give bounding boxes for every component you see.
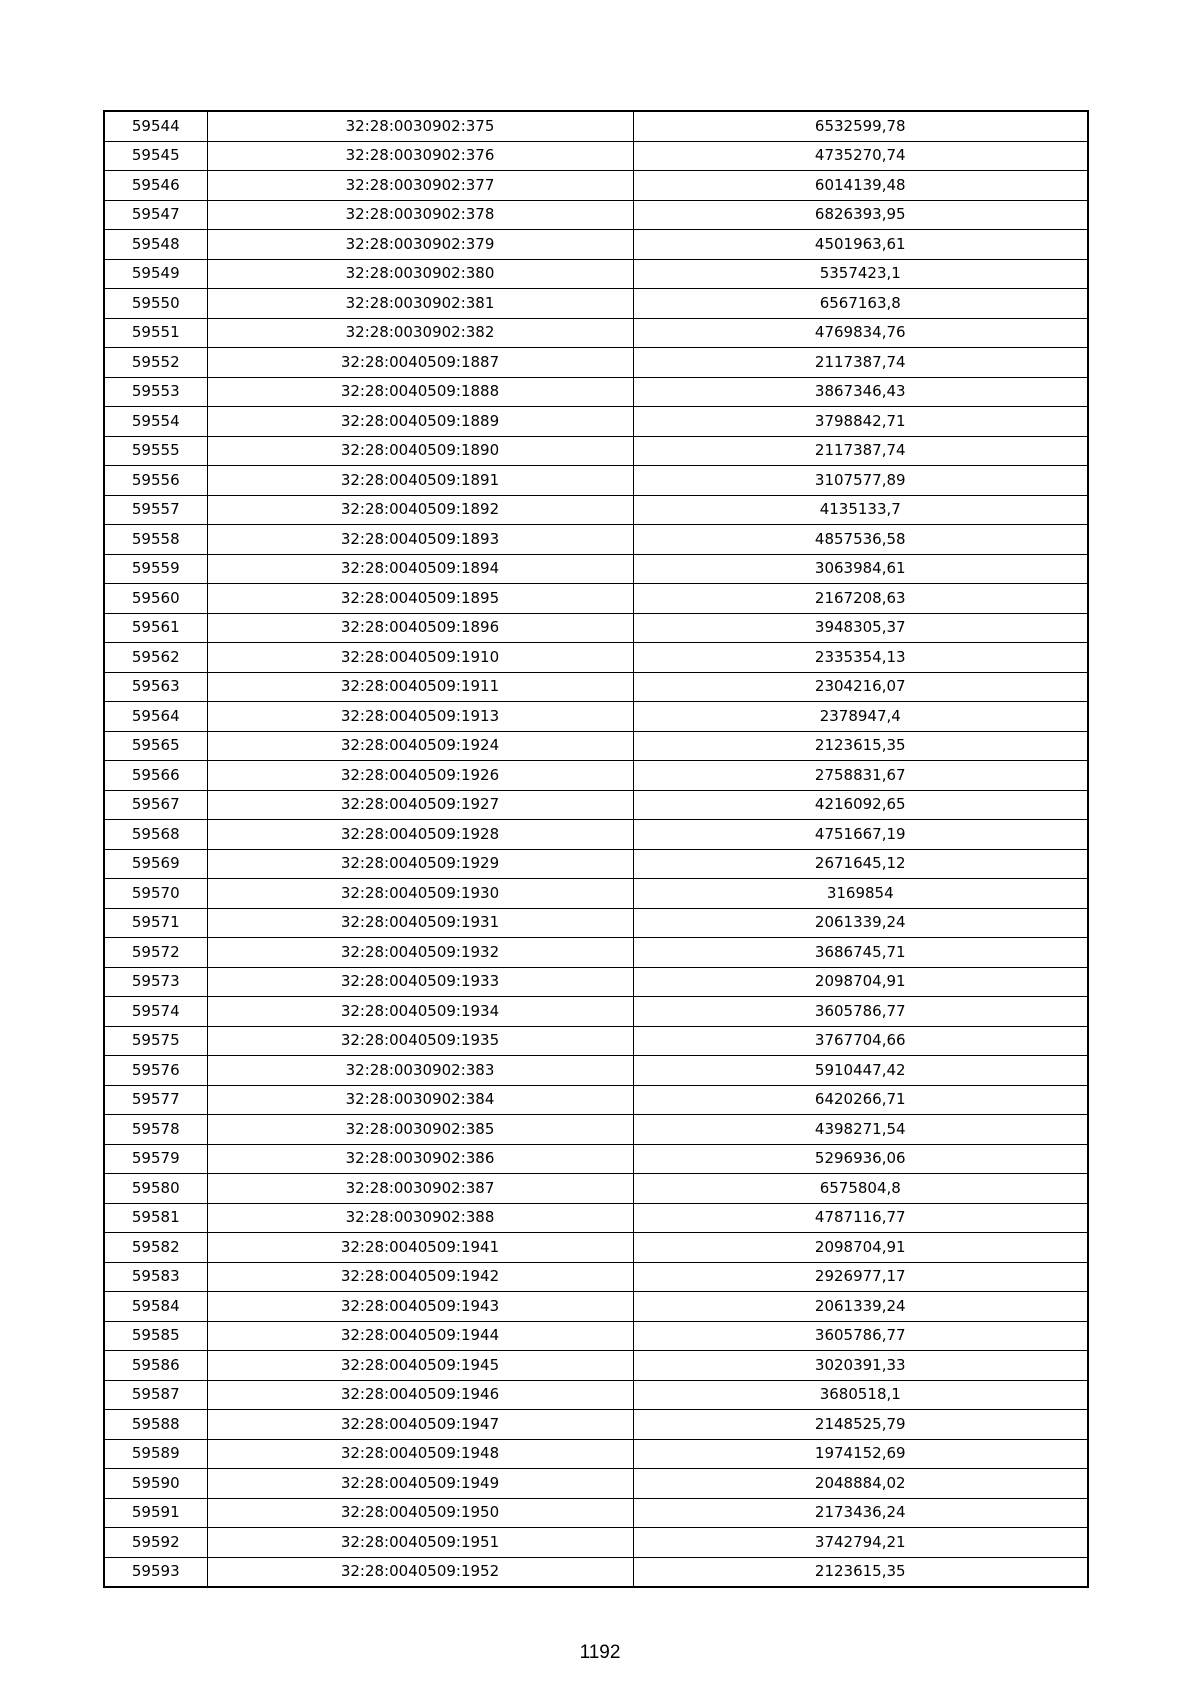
table-row — [104, 1351, 1088, 1381]
cadastral-number-cell: 32:28:0040509:1950 — [207, 1498, 633, 1528]
cadastral-value-cell: 4751667,19 — [633, 820, 1088, 850]
row-number-cell: 59586 — [104, 1351, 207, 1381]
cadastral-number-cell: 32:28:0030902:381 — [207, 289, 633, 319]
cadastral-number-cell: 32:28:0040509:1896 — [207, 613, 633, 643]
cadastral-value-cell: 2117387,74 — [633, 348, 1088, 378]
row-number-cell: 59583 — [104, 1262, 207, 1292]
cadastral-value-cell: 3948305,37 — [633, 613, 1088, 643]
row-number-cell: 59547 — [104, 200, 207, 230]
cadastral-value-cell: 2061339,24 — [633, 908, 1088, 938]
cadastral-number-cell: 32:28:0040509:1943 — [207, 1292, 633, 1322]
row-number-cell: 59571 — [104, 908, 207, 938]
table-row — [104, 1528, 1088, 1558]
cadastral-number-cell: 32:28:0040509:1941 — [207, 1233, 633, 1263]
cadastral-value-cell: 3680518,1 — [633, 1380, 1088, 1410]
table-row — [104, 702, 1088, 732]
cadastral-number-cell: 32:28:0040509:1933 — [207, 967, 633, 997]
table-row — [104, 672, 1088, 702]
row-number-cell: 59562 — [104, 643, 207, 673]
row-number-cell: 59559 — [104, 554, 207, 584]
cadastral-value-cell: 2117387,74 — [633, 436, 1088, 466]
table-row — [104, 849, 1088, 879]
row-number-cell: 59549 — [104, 259, 207, 289]
cadastral-value-cell: 4135133,7 — [633, 495, 1088, 525]
table-row — [104, 141, 1088, 171]
cadastral-number-cell: 32:28:0040509:1952 — [207, 1557, 633, 1587]
cadastral-value-cell: 2061339,24 — [633, 1292, 1088, 1322]
table-row — [104, 761, 1088, 791]
row-number-cell: 59548 — [104, 230, 207, 260]
table-row — [104, 1203, 1088, 1233]
table-row — [104, 1292, 1088, 1322]
row-number-cell: 59556 — [104, 466, 207, 496]
cadastral-value-cell: 2671645,12 — [633, 849, 1088, 879]
cadastral-number-cell: 32:28:0040509:1931 — [207, 908, 633, 938]
table-row — [104, 171, 1088, 201]
cadastral-value-cell: 3107577,89 — [633, 466, 1088, 496]
row-number-cell: 59589 — [104, 1439, 207, 1469]
row-number-cell: 59553 — [104, 377, 207, 407]
cadastral-number-cell: 32:28:0040509:1889 — [207, 407, 633, 437]
table-row — [104, 466, 1088, 496]
table-row — [104, 1321, 1088, 1351]
row-number-cell: 59588 — [104, 1410, 207, 1440]
table-body — [104, 111, 1088, 1587]
table-row — [104, 938, 1088, 968]
row-number-cell: 59582 — [104, 1233, 207, 1263]
table-row — [104, 554, 1088, 584]
cadastral-number-cell: 32:28:0040509:1945 — [207, 1351, 633, 1381]
cadastral-value-cell: 2098704,91 — [633, 967, 1088, 997]
cadastral-value-cell: 6532599,78 — [633, 111, 1088, 141]
table-row — [104, 1174, 1088, 1204]
row-number-cell: 59590 — [104, 1469, 207, 1499]
cadastral-value-cell: 4398271,54 — [633, 1115, 1088, 1145]
row-number-cell: 59569 — [104, 849, 207, 879]
table-row — [104, 584, 1088, 614]
table-row — [104, 1026, 1088, 1056]
table-row — [104, 525, 1088, 555]
row-number-cell: 59566 — [104, 761, 207, 791]
cadastral-value-cell: 2148525,79 — [633, 1410, 1088, 1440]
cadastral-number-cell: 32:28:0040509:1947 — [207, 1410, 633, 1440]
row-number-cell: 59561 — [104, 613, 207, 643]
table-row — [104, 879, 1088, 909]
cadastral-number-cell: 32:28:0030902:386 — [207, 1144, 633, 1174]
row-number-cell: 59564 — [104, 702, 207, 732]
cadastral-number-cell: 32:28:0040509:1887 — [207, 348, 633, 378]
row-number-cell: 59565 — [104, 731, 207, 761]
cadastral-number-cell: 32:28:0030902:378 — [207, 200, 633, 230]
table-row — [104, 259, 1088, 289]
row-number-cell: 59573 — [104, 967, 207, 997]
cadastral-value-cell: 6014139,48 — [633, 171, 1088, 201]
row-number-cell: 59585 — [104, 1321, 207, 1351]
cadastral-value-cell: 2123615,35 — [633, 731, 1088, 761]
cadastral-number-cell: 32:28:0030902:387 — [207, 1174, 633, 1204]
cadastral-number-cell: 32:28:0030902:388 — [207, 1203, 633, 1233]
table-row — [104, 436, 1088, 466]
cadastral-value-cell: 5910447,42 — [633, 1056, 1088, 1086]
cadastral-number-cell: 32:28:0040509:1935 — [207, 1026, 633, 1056]
row-number-cell: 59577 — [104, 1085, 207, 1115]
row-number-cell: 59560 — [104, 584, 207, 614]
table-row — [104, 1233, 1088, 1263]
cadastral-number-cell: 32:28:0040509:1911 — [207, 672, 633, 702]
row-number-cell: 59574 — [104, 997, 207, 1027]
cadastral-number-cell: 32:28:0030902:379 — [207, 230, 633, 260]
cadastral-number-cell: 32:28:0040509:1927 — [207, 790, 633, 820]
table-row — [104, 111, 1088, 141]
cadastral-number-cell: 32:28:0040509:1890 — [207, 436, 633, 466]
cadastral-value-cell: 5296936,06 — [633, 1144, 1088, 1174]
table-row — [104, 348, 1088, 378]
cadastral-number-cell: 32:28:0040509:1949 — [207, 1469, 633, 1499]
cadastral-number-cell: 32:28:0030902:382 — [207, 318, 633, 348]
cadastral-value-cell: 6420266,71 — [633, 1085, 1088, 1115]
cadastral-number-cell: 32:28:0040509:1924 — [207, 731, 633, 761]
table-row — [104, 1557, 1088, 1587]
cadastral-number-cell: 32:28:0040509:1929 — [207, 849, 633, 879]
cadastral-number-cell: 32:28:0040509:1895 — [207, 584, 633, 614]
cadastral-number-cell: 32:28:0030902:380 — [207, 259, 633, 289]
row-number-cell: 59555 — [104, 436, 207, 466]
row-number-cell: 59552 — [104, 348, 207, 378]
cadastral-number-cell: 32:28:0040509:1930 — [207, 879, 633, 909]
row-number-cell: 59587 — [104, 1380, 207, 1410]
cadastral-value-cell: 3169854 — [633, 879, 1088, 909]
cadastral-number-cell: 32:28:0040509:1934 — [207, 997, 633, 1027]
cadastral-value-cell: 4769834,76 — [633, 318, 1088, 348]
cadastral-number-cell: 32:28:0030902:383 — [207, 1056, 633, 1086]
row-number-cell: 59584 — [104, 1292, 207, 1322]
cadastral-value-cell: 2378947,4 — [633, 702, 1088, 732]
cadastral-number-cell: 32:28:0040509:1891 — [207, 466, 633, 496]
table-row — [104, 613, 1088, 643]
cadastral-number-cell: 32:28:0030902:377 — [207, 171, 633, 201]
table-row — [104, 200, 1088, 230]
table-row — [104, 1380, 1088, 1410]
cadastral-value-cell: 6826393,95 — [633, 200, 1088, 230]
cadastral-value-cell: 2167208,63 — [633, 584, 1088, 614]
cadastral-number-cell: 32:28:0040509:1910 — [207, 643, 633, 673]
row-number-cell: 59591 — [104, 1498, 207, 1528]
table-row — [104, 731, 1088, 761]
row-number-cell: 59592 — [104, 1528, 207, 1558]
cadastral-number-cell: 32:28:0040509:1942 — [207, 1262, 633, 1292]
table-row — [104, 1410, 1088, 1440]
cadastral-number-cell: 32:28:0040509:1926 — [207, 761, 633, 791]
row-number-cell: 59578 — [104, 1115, 207, 1145]
cadastral-number-cell: 32:28:0030902:384 — [207, 1085, 633, 1115]
row-number-cell: 59557 — [104, 495, 207, 525]
cadastral-value-cell: 1974152,69 — [633, 1439, 1088, 1469]
cadastral-number-cell: 32:28:0040509:1893 — [207, 525, 633, 555]
cadastral-value-cell: 6567163,8 — [633, 289, 1088, 319]
cadastral-value-table — [103, 110, 1089, 1588]
row-number-cell: 59544 — [104, 111, 207, 141]
cadastral-value-cell: 2123615,35 — [633, 1557, 1088, 1587]
cadastral-value-cell: 2335354,13 — [633, 643, 1088, 673]
cadastral-value-cell: 2926977,17 — [633, 1262, 1088, 1292]
cadastral-number-cell: 32:28:0040509:1913 — [207, 702, 633, 732]
cadastral-value-cell: 3867346,43 — [633, 377, 1088, 407]
cadastral-number-cell: 32:28:0040509:1951 — [207, 1528, 633, 1558]
cadastral-value-cell: 3767704,66 — [633, 1026, 1088, 1056]
cadastral-number-cell: 32:28:0040509:1948 — [207, 1439, 633, 1469]
table-row — [104, 318, 1088, 348]
row-number-cell: 59572 — [104, 938, 207, 968]
cadastral-value-cell: 2048884,02 — [633, 1469, 1088, 1499]
cadastral-value-cell: 4857536,58 — [633, 525, 1088, 555]
row-number-cell: 59563 — [104, 672, 207, 702]
table-row — [104, 1469, 1088, 1499]
cadastral-value-cell: 3063984,61 — [633, 554, 1088, 584]
cadastral-number-cell: 32:28:0040509:1888 — [207, 377, 633, 407]
cadastral-number-cell: 32:28:0040509:1932 — [207, 938, 633, 968]
table-row — [104, 1115, 1088, 1145]
cadastral-value-cell: 2304216,07 — [633, 672, 1088, 702]
table-row — [104, 790, 1088, 820]
row-number-cell: 59550 — [104, 289, 207, 319]
cadastral-value-cell: 3020391,33 — [633, 1351, 1088, 1381]
cadastral-number-cell: 32:28:0040509:1946 — [207, 1380, 633, 1410]
cadastral-value-cell: 4787116,77 — [633, 1203, 1088, 1233]
row-number-cell: 59580 — [104, 1174, 207, 1204]
cadastral-value-cell: 3742794,21 — [633, 1528, 1088, 1558]
table-row — [104, 908, 1088, 938]
row-number-cell: 59554 — [104, 407, 207, 437]
cadastral-value-cell: 2098704,91 — [633, 1233, 1088, 1263]
cadastral-value-cell: 5357423,1 — [633, 259, 1088, 289]
table-row — [104, 1144, 1088, 1174]
table-row — [104, 1085, 1088, 1115]
table-row — [104, 1056, 1088, 1086]
cadastral-number-cell: 32:28:0040509:1894 — [207, 554, 633, 584]
cadastral-value-cell: 2173436,24 — [633, 1498, 1088, 1528]
row-number-cell: 59579 — [104, 1144, 207, 1174]
table-row — [104, 1439, 1088, 1469]
table-row — [104, 1498, 1088, 1528]
row-number-cell: 59545 — [104, 141, 207, 171]
table-row — [104, 997, 1088, 1027]
cadastral-number-cell: 32:28:0030902:376 — [207, 141, 633, 171]
cadastral-number-cell: 32:28:0030902:385 — [207, 1115, 633, 1145]
cadastral-value-cell: 3686745,71 — [633, 938, 1088, 968]
row-number-cell: 59581 — [104, 1203, 207, 1233]
cadastral-value-cell: 3605786,77 — [633, 997, 1088, 1027]
table-row — [104, 230, 1088, 260]
row-number-cell: 59576 — [104, 1056, 207, 1086]
table-row — [104, 289, 1088, 319]
table-row — [104, 407, 1088, 437]
table-row — [104, 820, 1088, 850]
cadastral-value-cell: 4735270,74 — [633, 141, 1088, 171]
cadastral-value-cell: 3798842,71 — [633, 407, 1088, 437]
cadastral-value-cell: 4216092,65 — [633, 790, 1088, 820]
cadastral-value-cell: 2758831,67 — [633, 761, 1088, 791]
row-number-cell: 59568 — [104, 820, 207, 850]
cadastral-value-cell: 6575804,8 — [633, 1174, 1088, 1204]
row-number-cell: 59570 — [104, 879, 207, 909]
row-number-cell: 59567 — [104, 790, 207, 820]
cadastral-value-cell: 3605786,77 — [633, 1321, 1088, 1351]
cadastral-number-cell: 32:28:0030902:375 — [207, 111, 633, 141]
cadastral-number-cell: 32:28:0040509:1944 — [207, 1321, 633, 1351]
cadastral-number-cell: 32:28:0040509:1892 — [207, 495, 633, 525]
row-number-cell: 59546 — [104, 171, 207, 201]
page-number: 1192 — [579, 1642, 621, 1663]
table-row — [104, 1262, 1088, 1292]
table-row — [104, 643, 1088, 673]
row-number-cell: 59575 — [104, 1026, 207, 1056]
cadastral-value-cell: 4501963,61 — [633, 230, 1088, 260]
row-number-cell: 59551 — [104, 318, 207, 348]
table-row — [104, 377, 1088, 407]
table-row — [104, 495, 1088, 525]
cadastral-number-cell: 32:28:0040509:1928 — [207, 820, 633, 850]
table-row — [104, 967, 1088, 997]
row-number-cell: 59593 — [104, 1557, 207, 1587]
row-number-cell: 59558 — [104, 525, 207, 555]
